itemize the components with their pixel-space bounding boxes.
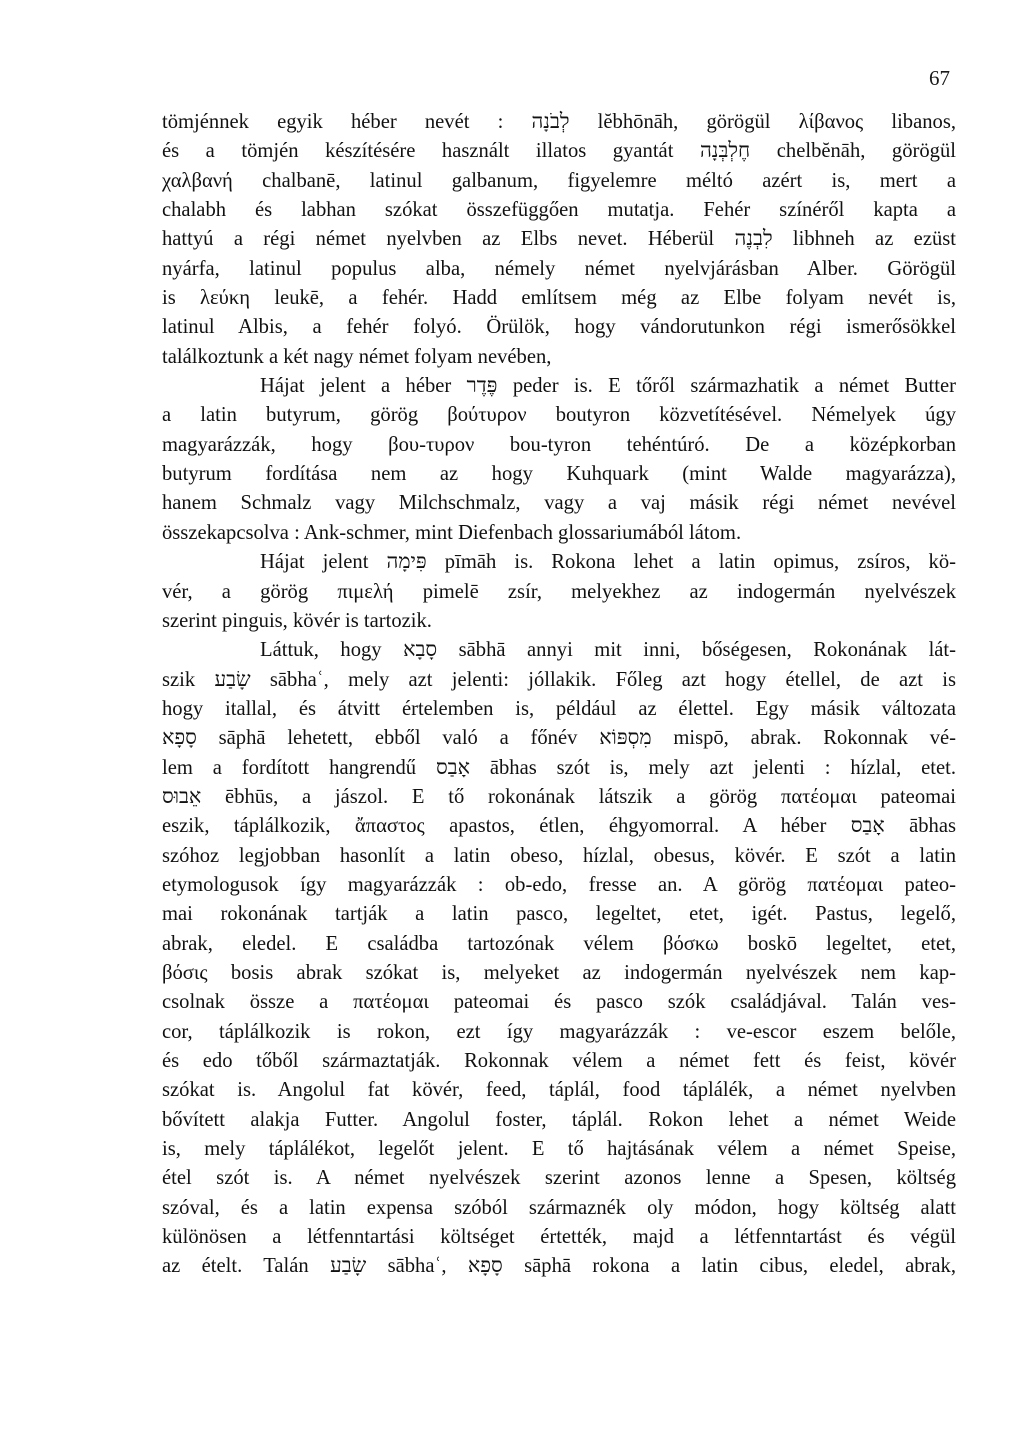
text-line: etymologusok így magyarázzák : ob-edo, fresse an. A görög πατέομαι pateo-: [162, 873, 956, 896]
text-line: nyárfa, latinul populus alba, némely német nyelvjárásban Alber. Görögül: [162, 257, 956, 280]
text-line: különösen a létfenntartási költséget értették, majd a létfenntartást és végül: [162, 1226, 956, 1249]
text-line: vér, a görög πιμελή pimelē zsír, melyekhez az indogermán nyelvészek: [162, 580, 956, 603]
text-line: mai rokonának tartják a latin pasco, legeltet, etet, igét. Pastus, legelő,: [162, 903, 956, 926]
text-line: hattyú a régi német nyelvben az Elbs nevet. Héberül לִבְנֶה libhneh az ezüst: [162, 228, 956, 251]
text-line: βόσις bosis abrak szókat is, melyeket az indogermán nyelvészek nem kap-: [162, 961, 956, 984]
text-line: és edo tőből származtatják. Rokonnak vélem a német fett és feist, kövér: [162, 1050, 956, 1072]
text-line: a latin butyrum, görög βούτυρον boutyron közvetítésével. Némelyek úgy: [162, 404, 956, 427]
text-line: csolnak össze a πατέομαι pateomai és pasco szók családjával. Talán ves-: [162, 991, 956, 1014]
text-line: találkoztunk a két nagy német folyam nevében,: [162, 345, 552, 368]
text-line: magyarázzák, hogy βου-τυρον bou-tyron tehéntúró. De a középkorban: [162, 433, 956, 456]
text-line: butyrum fordítása nem az hogy Kuhquark (mint Walde magyarázza),: [162, 463, 956, 486]
text-line: szerint pinguis, kövér is tartozik.: [162, 609, 432, 632]
text-line: lem a fordított hangrendű אָבַס ābhas szót is, mely azt jelenti : hízlal, etet.: [162, 756, 956, 779]
text-line: chalabh és labhan szókat összefüggően mutatja. Fehér színéről kapta a: [162, 199, 956, 222]
text-line: Hájat jelent a héber פֶּדֶר peder is. E tőről származhatik a német Butter: [260, 375, 956, 398]
text-line: אֵבוּס ēbhūs, a jászol. E tő rokonának látszik a görög πατέομαι pateomai: [162, 785, 956, 808]
text-line: Láttuk, hogy סָבָא sābhā annyi mit inni, bőségesen, Rokonának lát-: [260, 639, 957, 662]
text-line: hanem Schmalz vagy Milchschmalz, vagy a vaj másik régi német nevével: [162, 492, 956, 515]
text-line: bővített alakja Futter. Angolul foster, táplál. Rokon lehet a német Weide: [162, 1108, 956, 1131]
text-line: szóval, és a latin expensa szóból származnék oly módon, hogy költség alatt: [162, 1196, 956, 1219]
text-line: χαλβανή chalbanē, latinul galbanum, figyelemre méltó azért is, mert a: [162, 169, 956, 192]
text-line: szik שָׂבַע sābhaʿ, mely azt jelenti: jóllakik. Főleg azt hogy étellel, de azt is: [162, 668, 956, 691]
text-line: cor, táplálkozik is rokon, ezt így magyarázzák : ve-escor eszem belőle,: [162, 1020, 956, 1043]
page-number: 67: [929, 66, 950, 90]
text-line: tömjénnek egyik héber nevét : לְבֹנָה lĕbhōnāh, görögül λίβανος libanos,: [162, 111, 956, 133]
text-line: סָפָא sāphā lehetett, ebből való a főnév מִסְפּוֹא mispō, abrak. Rokonnak vé-: [162, 727, 956, 750]
text-line: eszik, táplálkozik, ἄπαστος apastos, étlen, éhgyomorral. A héber אָבַס ābhas: [162, 815, 956, 838]
text-line: szóhoz legjobban hasonlít a latin obeso, hízlal, obesus, kövér. E szót a latin: [162, 844, 956, 867]
text-line: az ételt. Talán שָׂבַע sābhaʿ, סָפָא sāphā rokona a latin cibus, eledel, abrak,: [162, 1255, 956, 1278]
text-line: összekapcsolva : Ank-schmer, mint Diefenbach glossariumából látom.: [162, 521, 742, 544]
text-line: Hájat jelent פִּימָה pīmāh is. Rokona lehet a latin opimus, zsíros, kö-: [260, 551, 956, 574]
body-text: [162, 108, 956, 1282]
text-line: hogy itallal, és átvitt értelemben is, például az élettel. Egy másik változata: [162, 697, 956, 720]
text-line: szókat is. Angolul fat kövér, feed, táplál, food táplálék, a német nyelvben: [162, 1079, 956, 1102]
text-line: és a tömjén készítésére használt illatos gyantát חֶלְבְּנָה chelbĕnāh, görögül: [162, 140, 956, 163]
text-line: is, mely táplálékot, legelőt jelent. E tő hajtásának vélem a német Speise,: [162, 1138, 956, 1161]
text-line: is λεύκη leukē, a fehér. Hadd említsem még az Elbe folyam nevét is,: [162, 287, 956, 310]
text-line: latinul Albis, a fehér folyó. Örülök, hogy vándorutunkon régi ismerősökkel: [162, 316, 956, 339]
text-line: étel szót is. A német nyelvészek szerint azonos lenne a Spesen, költség: [162, 1167, 956, 1190]
text-line: abrak, eledel. E családba tartozónak vélem βόσκω boskō legeltet, etet,: [162, 932, 956, 955]
